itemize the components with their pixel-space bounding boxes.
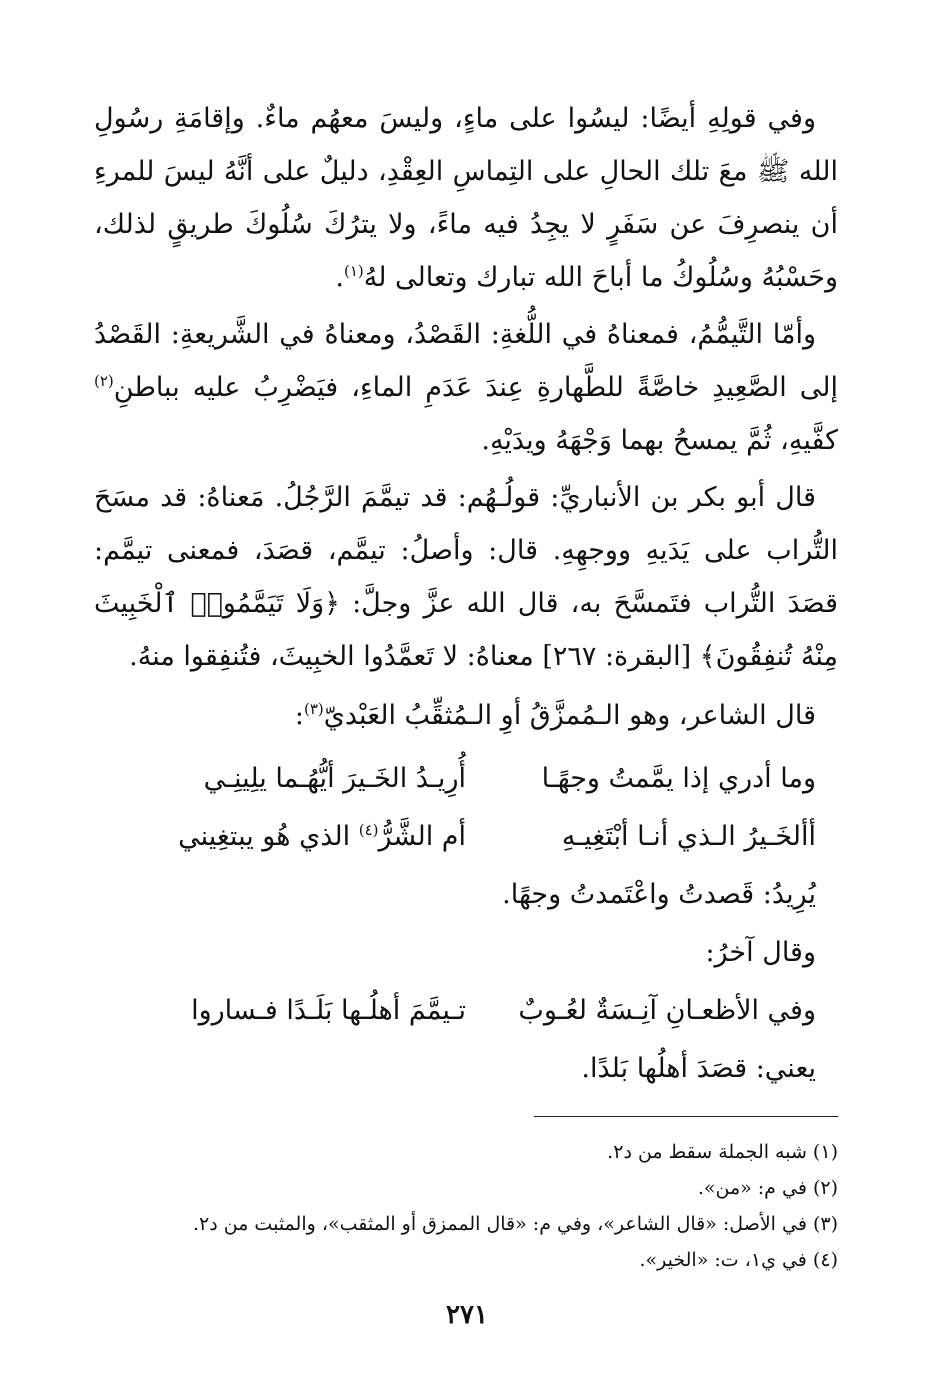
verse-2-second-hemistich: [156, 808, 466, 866]
paragraph-4-tail: :: [294, 700, 304, 731]
explanation-line-1: يُرِيدُ: قَصدتُ واعْتَمدتُ وجهًا.: [502, 879, 816, 910]
another-poet-intro: وقال آخرُ:: [705, 937, 816, 968]
verse-line-3: [94, 982, 838, 1040]
verse-1-second-hemistich: [156, 750, 466, 808]
main-text: [94, 92, 838, 1098]
paragraph-1-tail: .: [335, 262, 344, 293]
paragraph-1-text: وفي قولِهِ أيضًا: ليسُوا على ماءٍ، وليسَ معهُم ماءٌ. وإقامَةِ رسُولِ الله ﷺ معَ تلك الحالِ على التِماسِ العِقْدِ، دليلٌ على أنَّهُ ليسَ للمرءِ أن ينصرِفَ عن سَفَرٍ لا يجِدُ فيه ماءً، ولا يترُكَ سُلُوكَ طريقٍ لذلك، وحَسْبُهُ وسُلُوكُ ما أباحَ الله تبارك وتعالى لهُ: [94, 103, 838, 293]
explanation-line-2: يعني: قصَدَ أهلُها بَلدًا.: [581, 1053, 816, 1084]
footnote-2: (٢) في م: «من».: [697, 1177, 838, 1199]
verse-3-first-hemistich: وفي الأظعـانِ آنِـسَةٌ لعُـوبٌ: [518, 995, 816, 1026]
paragraph-3: [94, 471, 838, 683]
footnote-mark-3[interactable]: (٣): [303, 700, 324, 718]
paragraph-3-text: قال أبو بكر بن الأنباريِّ: قولُـهُم: قد تيمَّمَ الرَّجُلُ. مَعناهُ: قد مسَحَ التُّراب على يَدَيهِ ووجهِهِ. قال: وأصلُ: تيمَّم، قصَدَ، فمعنى تيمَّم: قصَدَ التُّراب فتَمسَّحَ به، قال الله عزَّ وجلَّ: ﴿وَلَا تَيَمَّمُوا۟ ٱلْخَبِيثَ مِنْهُ تُنفِقُونَ﴾ [البقرة: ٢٦٧] معناهُ: لا تَعمَّدُوا الخبِيثَ، فتُنفِقوا منهُ.: [94, 482, 838, 672]
verse-line-1: [94, 750, 838, 808]
verse-1-first-hemistich: وما أدري إذا يمَّمتُ وجهًـا: [541, 763, 816, 794]
verse-2-first-hemistich: أألخَـيرُ الـذي أنـا أبْتَغِيـهِ: [561, 821, 816, 852]
verse-3-second-hemistich: تـيمَّمَ أهلُـها بَلَـدًا فـساروا: [191, 995, 466, 1026]
footnote-mark-4[interactable]: (٤): [358, 821, 379, 839]
paragraph-4: [94, 689, 838, 742]
footnote-1: (١) شبه الجملة سقط من د٢.: [607, 1141, 838, 1163]
page-number: ٢٧١: [446, 1300, 488, 1330]
footnote-4: (٤) في ي١، ت: «الخير».: [639, 1249, 838, 1271]
footnote-mark-2[interactable]: (٢): [94, 372, 114, 390]
paragraph-2: [94, 308, 838, 467]
footnote-divider: [534, 1116, 838, 1117]
paragraph-2-text: وأمّا التَّيمُّمُ، فمعناهُ في اللُّغةِ: القَصْدُ، ومعناهُ في الشَّريعةِ: القَصْدُ إلى الصَّعِيدِ خاصَّةً للطَّهارةِ عِندَ عَدَمِ الماءِ، فيَضْرِبُ عليه بباطنِ: [94, 319, 838, 403]
footnotes: [94, 1134, 838, 1278]
paragraph-4-text: قال الشاعر، وهو الـمُمزَّقُ أوِ الـمُثقِّبُ العَبْديّ: [323, 700, 816, 731]
verse-2-second-tail: الذي هُو يبتغِيني: [178, 821, 359, 852]
paragraph-2-tail: كفَّيهِ، ثُمَّ يمسحُ بهما وَجْهَهُ ويدَيْهِ.: [481, 425, 838, 456]
verse-1-second-text: أُرِيـدُ الخَـيرَ أيُّهُـما يلِينِـي: [203, 763, 466, 794]
footnote-mark-1[interactable]: (١): [343, 262, 364, 280]
verse-2-second-text: أم الشَّرُّ: [378, 821, 466, 852]
footnote-3: (٣) في الأصل: «قال الشاعر»، وفي م: «قال الممزق أو المثقب»، والمثبت من د٢.: [192, 1213, 838, 1235]
verse-line-2: [94, 808, 838, 866]
paragraph-1: [94, 92, 838, 304]
